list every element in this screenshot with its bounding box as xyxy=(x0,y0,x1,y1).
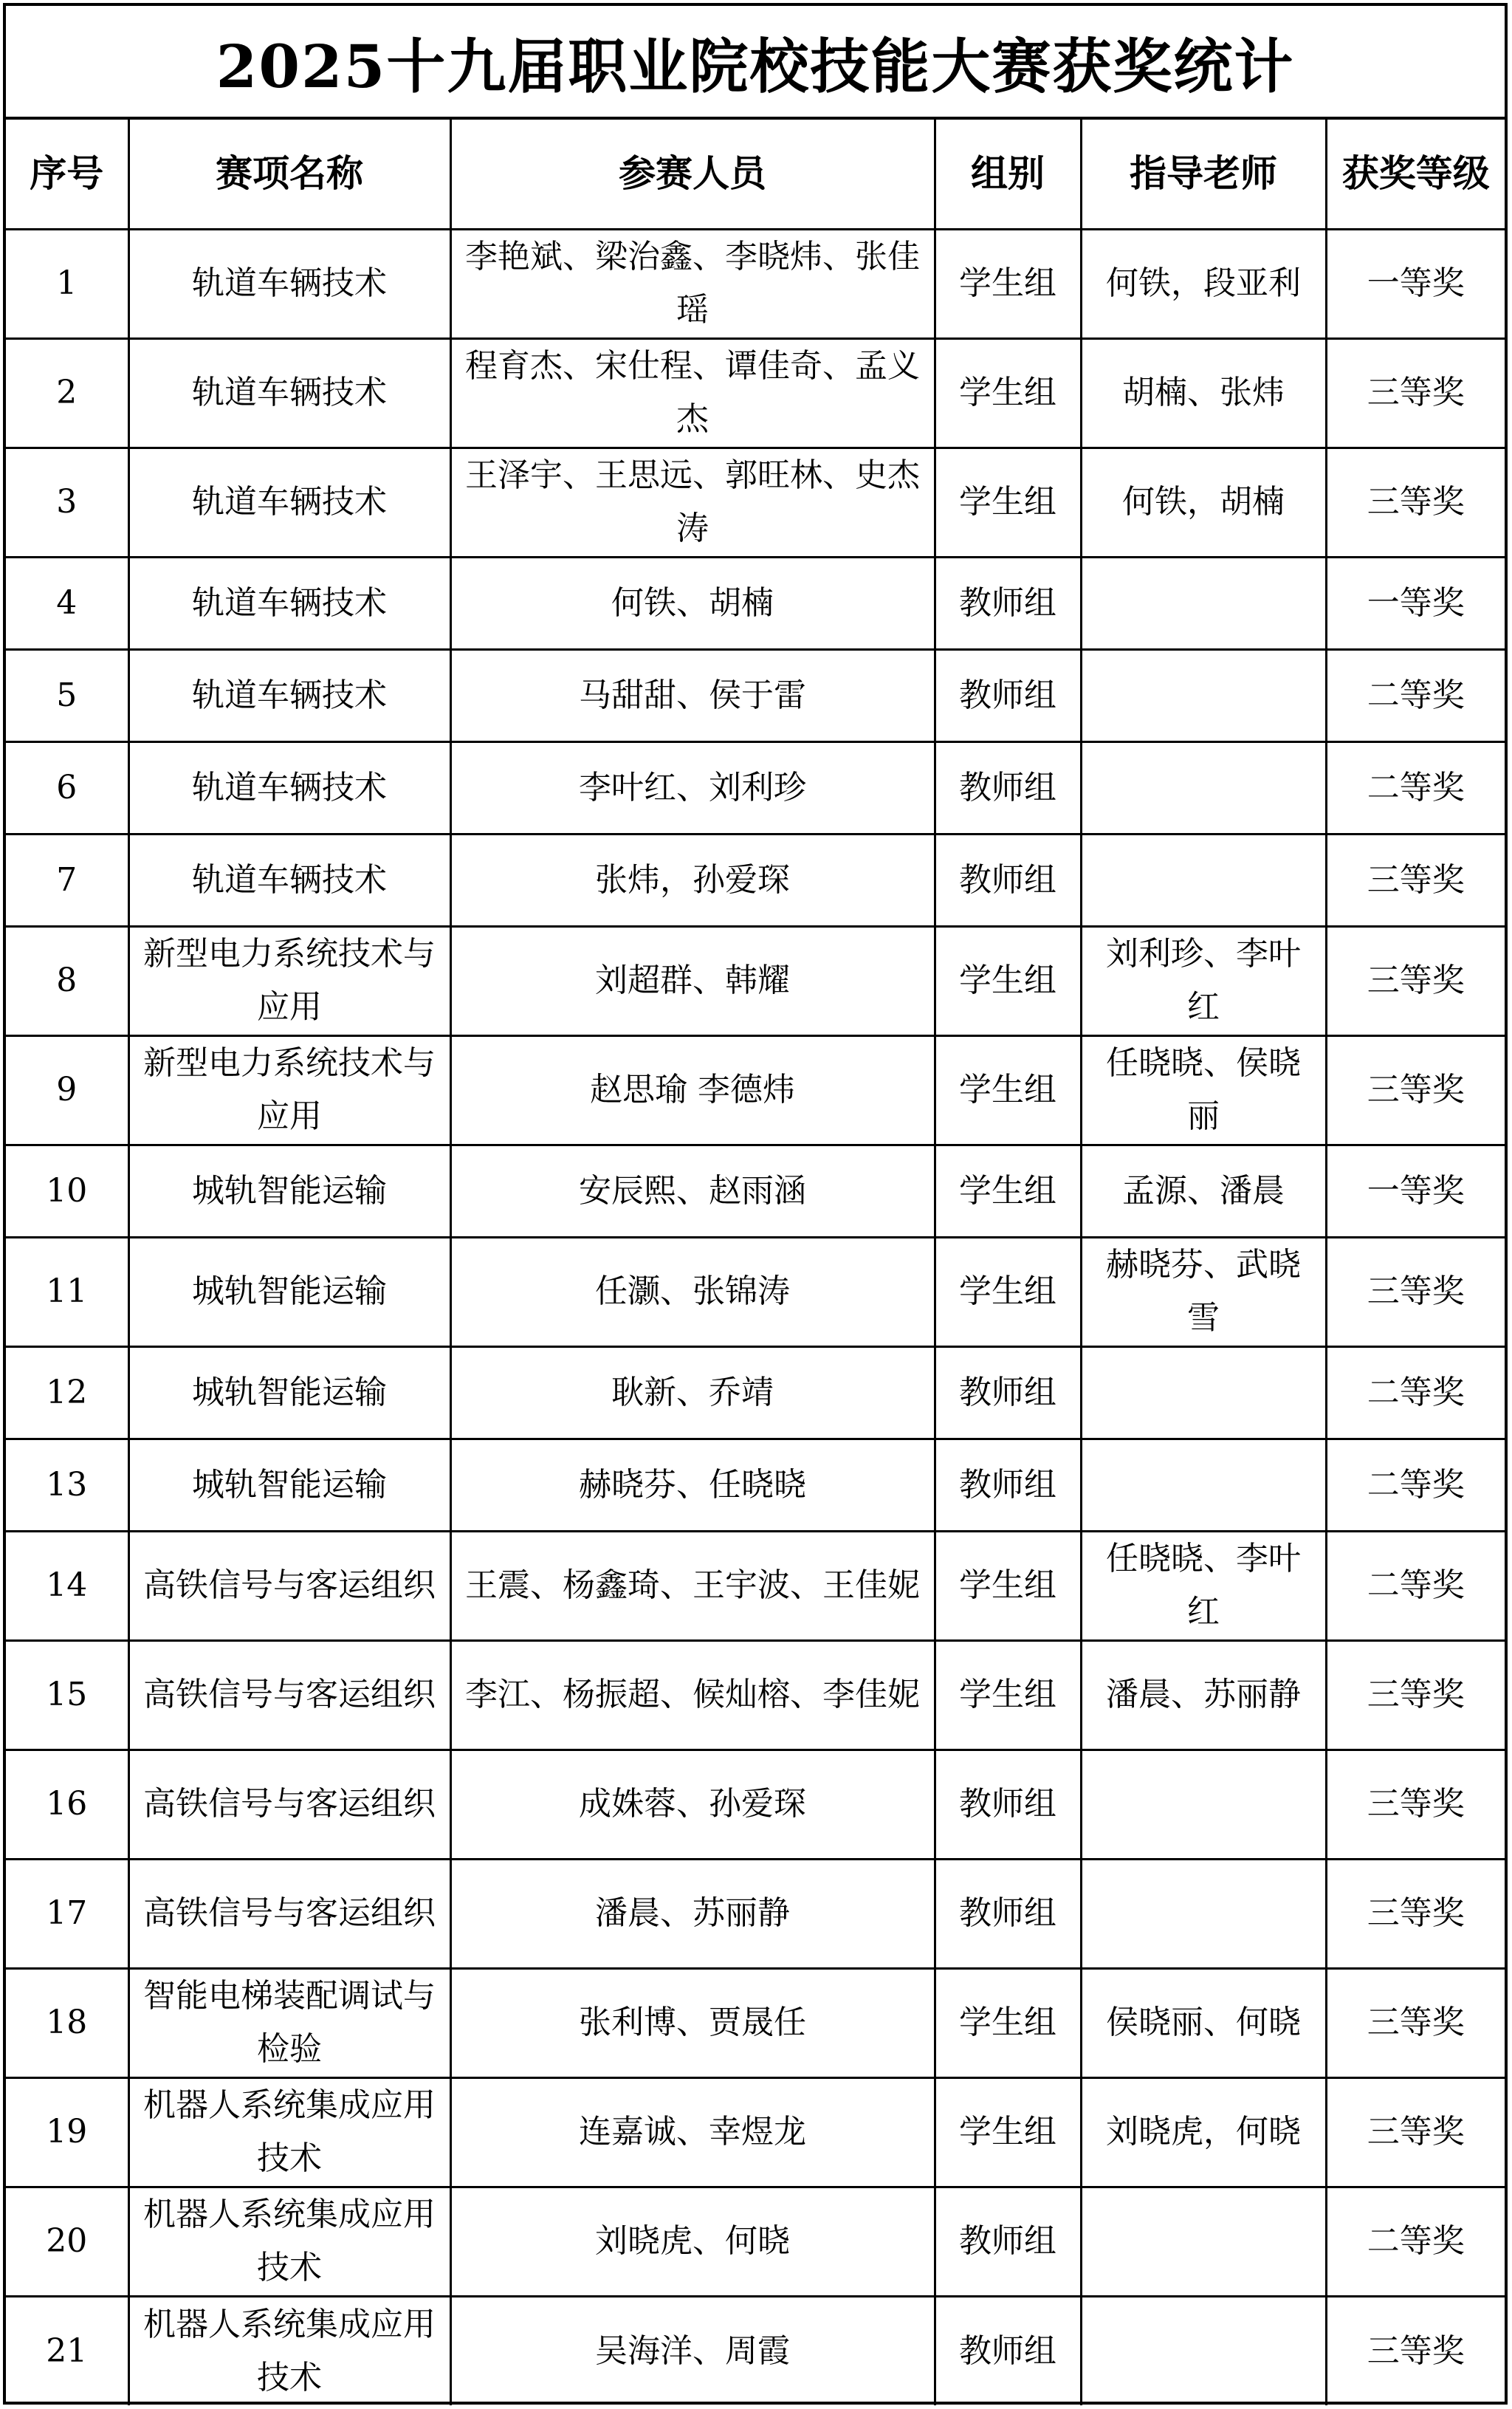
table-row xyxy=(6,1859,1505,1968)
table-row xyxy=(6,557,1505,649)
cell-award: 二等奖 xyxy=(1326,1439,1505,1531)
cell-group: 教师组 xyxy=(935,557,1081,649)
cell-members: 连嘉诚、幸煜龙 xyxy=(450,2077,935,2187)
cell-members: 赵思瑜 李德炜 xyxy=(450,1035,935,1145)
cell-event: 高铁信号与客运组织 xyxy=(128,1750,450,1859)
cell-no: 14 xyxy=(6,1531,128,1640)
cell-award: 三等奖 xyxy=(1326,2077,1505,2187)
table-row xyxy=(6,926,1505,1035)
cell-members: 程育杰、宋仕程、谭佳奇、孟义杰 xyxy=(450,338,935,448)
cell-group: 学生组 xyxy=(935,1531,1081,1640)
cell-event: 城轨智能运输 xyxy=(128,1439,450,1531)
cell-group: 教师组 xyxy=(935,1439,1081,1531)
cell-group: 教师组 xyxy=(935,1750,1081,1859)
cell-award: 三等奖 xyxy=(1326,1968,1505,2077)
cell-members: 王震、杨鑫琦、王宇波、王佳妮 xyxy=(450,1531,935,1640)
cell-group: 学生组 xyxy=(935,1237,1081,1346)
cell-group: 教师组 xyxy=(935,2187,1081,2296)
table-row xyxy=(6,1750,1505,1859)
cell-advisor: 赫晓芬、武晓雪 xyxy=(1081,1237,1326,1346)
cell-event: 机器人系统集成应用技术 xyxy=(128,2296,450,2405)
cell-members: 赫晓芬、任晓晓 xyxy=(450,1439,935,1531)
cell-event: 轨道车辆技术 xyxy=(128,338,450,448)
cell-award: 二等奖 xyxy=(1326,1531,1505,1640)
header-members: 参赛人员 xyxy=(450,120,935,229)
cell-group: 学生组 xyxy=(935,338,1081,448)
cell-no: 3 xyxy=(6,448,128,557)
cell-advisor: 任晓晓、李叶红 xyxy=(1081,1531,1326,1640)
header-advisor: 指导老师 xyxy=(1081,120,1326,229)
table-row xyxy=(6,2187,1505,2296)
table-row xyxy=(6,1346,1505,1439)
cell-members: 潘晨、苏丽静 xyxy=(450,1859,935,1968)
cell-group: 学生组 xyxy=(935,1145,1081,1237)
cell-no: 7 xyxy=(6,834,128,926)
table-header-row xyxy=(6,120,1505,229)
cell-event: 智能电梯装配调试与检验 xyxy=(128,1968,450,2077)
cell-award: 一等奖 xyxy=(1326,557,1505,649)
cell-members: 李艳斌、梁治鑫、李晓炜、张佳瑶 xyxy=(450,229,935,338)
cell-event: 城轨智能运输 xyxy=(128,1145,450,1237)
cell-event: 轨道车辆技术 xyxy=(128,741,450,834)
cell-award: 二等奖 xyxy=(1326,2187,1505,2296)
cell-advisor: 刘晓虎，何晓 xyxy=(1081,2077,1326,2187)
cell-no: 4 xyxy=(6,557,128,649)
table-row xyxy=(6,1439,1505,1531)
cell-no: 17 xyxy=(6,1859,128,1968)
cell-event: 新型电力系统技术与应用 xyxy=(128,926,450,1035)
table-row xyxy=(6,1035,1505,1145)
cell-award: 三等奖 xyxy=(1326,1237,1505,1346)
cell-advisor xyxy=(1081,649,1326,741)
table-row xyxy=(6,1968,1505,2077)
cell-award: 一等奖 xyxy=(1326,1145,1505,1237)
cell-event: 新型电力系统技术与应用 xyxy=(128,1035,450,1145)
cell-members: 马甜甜、侯于雷 xyxy=(450,649,935,741)
cell-no: 16 xyxy=(6,1750,128,1859)
table-row xyxy=(6,229,1505,338)
table-row xyxy=(6,741,1505,834)
table-row xyxy=(6,834,1505,926)
cell-award: 一等奖 xyxy=(1326,229,1505,338)
cell-award: 三等奖 xyxy=(1326,1859,1505,1968)
cell-members: 何铁、胡楠 xyxy=(450,557,935,649)
cell-no: 5 xyxy=(6,649,128,741)
cell-no: 21 xyxy=(6,2296,128,2405)
cell-group: 学生组 xyxy=(935,1640,1081,1750)
cell-advisor: 潘晨、苏丽静 xyxy=(1081,1640,1326,1750)
cell-award: 三等奖 xyxy=(1326,1035,1505,1145)
cell-advisor xyxy=(1081,1859,1326,1968)
cell-event: 城轨智能运输 xyxy=(128,1346,450,1439)
cell-no: 15 xyxy=(6,1640,128,1750)
awards-document xyxy=(3,3,1508,2405)
header-no: 序号 xyxy=(6,120,128,229)
cell-group: 学生组 xyxy=(935,448,1081,557)
table-row xyxy=(6,338,1505,448)
cell-members: 李叶红、刘利珍 xyxy=(450,741,935,834)
table-row xyxy=(6,649,1505,741)
cell-advisor: 任晓晓、侯晓丽 xyxy=(1081,1035,1326,1145)
document-title: 2025十九届职业院校技能大赛获奖统计 xyxy=(6,6,1505,120)
cell-members: 张利博、贾晟任 xyxy=(450,1968,935,2077)
cell-advisor: 何铁，胡楠 xyxy=(1081,448,1326,557)
cell-advisor: 刘利珍、李叶红 xyxy=(1081,926,1326,1035)
cell-members: 李江、杨振超、候灿榕、李佳妮 xyxy=(450,1640,935,1750)
header-event: 赛项名称 xyxy=(128,120,450,229)
table-row xyxy=(6,2296,1505,2405)
cell-group: 教师组 xyxy=(935,741,1081,834)
cell-event: 机器人系统集成应用技术 xyxy=(128,2187,450,2296)
cell-no: 11 xyxy=(6,1237,128,1346)
cell-no: 13 xyxy=(6,1439,128,1531)
cell-event: 高铁信号与客运组织 xyxy=(128,1859,450,1968)
cell-award: 三等奖 xyxy=(1326,834,1505,926)
cell-event: 轨道车辆技术 xyxy=(128,649,450,741)
cell-no: 8 xyxy=(6,926,128,1035)
cell-award: 三等奖 xyxy=(1326,448,1505,557)
cell-event: 高铁信号与客运组织 xyxy=(128,1640,450,1750)
cell-no: 2 xyxy=(6,338,128,448)
cell-award: 三等奖 xyxy=(1326,338,1505,448)
table-row xyxy=(6,2077,1505,2187)
cell-no: 12 xyxy=(6,1346,128,1439)
cell-members: 刘晓虎、何晓 xyxy=(450,2187,935,2296)
cell-award: 二等奖 xyxy=(1326,649,1505,741)
cell-members: 张炜，孙爱琛 xyxy=(450,834,935,926)
cell-group: 学生组 xyxy=(935,926,1081,1035)
cell-group: 教师组 xyxy=(935,1859,1081,1968)
cell-no: 6 xyxy=(6,741,128,834)
cell-group: 教师组 xyxy=(935,649,1081,741)
cell-no: 9 xyxy=(6,1035,128,1145)
cell-advisor: 孟源、潘晨 xyxy=(1081,1145,1326,1237)
cell-members: 刘超群、韩耀 xyxy=(450,926,935,1035)
cell-group: 教师组 xyxy=(935,1346,1081,1439)
cell-advisor xyxy=(1081,2296,1326,2405)
cell-advisor xyxy=(1081,1750,1326,1859)
cell-event: 高铁信号与客运组织 xyxy=(128,1531,450,1640)
cell-no: 1 xyxy=(6,229,128,338)
cell-members: 成姝蓉、孙爱琛 xyxy=(450,1750,935,1859)
cell-advisor xyxy=(1081,1346,1326,1439)
cell-event: 轨道车辆技术 xyxy=(128,448,450,557)
table-row xyxy=(6,1531,1505,1640)
header-award: 获奖等级 xyxy=(1326,120,1505,229)
cell-advisor: 胡楠、张炜 xyxy=(1081,338,1326,448)
cell-group: 学生组 xyxy=(935,2077,1081,2187)
cell-members: 耿新、乔靖 xyxy=(450,1346,935,1439)
cell-event: 机器人系统集成应用技术 xyxy=(128,2077,450,2187)
cell-event: 轨道车辆技术 xyxy=(128,834,450,926)
cell-event: 轨道车辆技术 xyxy=(128,557,450,649)
cell-group: 学生组 xyxy=(935,229,1081,338)
cell-no: 19 xyxy=(6,2077,128,2187)
cell-award: 二等奖 xyxy=(1326,741,1505,834)
cell-group: 学生组 xyxy=(935,1035,1081,1145)
cell-advisor xyxy=(1081,1439,1326,1531)
cell-advisor xyxy=(1081,557,1326,649)
table-row xyxy=(6,448,1505,557)
cell-advisor xyxy=(1081,834,1326,926)
cell-members: 吴海洋、周霞 xyxy=(450,2296,935,2405)
table-row xyxy=(6,1237,1505,1346)
header-group: 组别 xyxy=(935,120,1081,229)
cell-no: 18 xyxy=(6,1968,128,2077)
cell-award: 二等奖 xyxy=(1326,1346,1505,1439)
cell-award: 三等奖 xyxy=(1326,1750,1505,1859)
cell-award: 三等奖 xyxy=(1326,1640,1505,1750)
cell-award: 三等奖 xyxy=(1326,2296,1505,2405)
cell-advisor xyxy=(1081,2187,1326,2296)
table-row xyxy=(6,1640,1505,1750)
cell-no: 10 xyxy=(6,1145,128,1237)
cell-group: 教师组 xyxy=(935,2296,1081,2405)
awards-table xyxy=(6,120,1505,2405)
cell-award: 三等奖 xyxy=(1326,926,1505,1035)
cell-advisor: 侯晓丽、何晓 xyxy=(1081,1968,1326,2077)
cell-members: 安辰熙、赵雨涵 xyxy=(450,1145,935,1237)
cell-advisor xyxy=(1081,741,1326,834)
table-row xyxy=(6,1145,1505,1237)
cell-group: 教师组 xyxy=(935,834,1081,926)
cell-members: 王泽宇、王思远、郭旺林、史杰涛 xyxy=(450,448,935,557)
cell-group: 学生组 xyxy=(935,1968,1081,2077)
cell-advisor: 何铁，段亚利 xyxy=(1081,229,1326,338)
cell-event: 城轨智能运输 xyxy=(128,1237,450,1346)
cell-event: 轨道车辆技术 xyxy=(128,229,450,338)
cell-no: 20 xyxy=(6,2187,128,2296)
cell-members: 任灏、张锦涛 xyxy=(450,1237,935,1346)
